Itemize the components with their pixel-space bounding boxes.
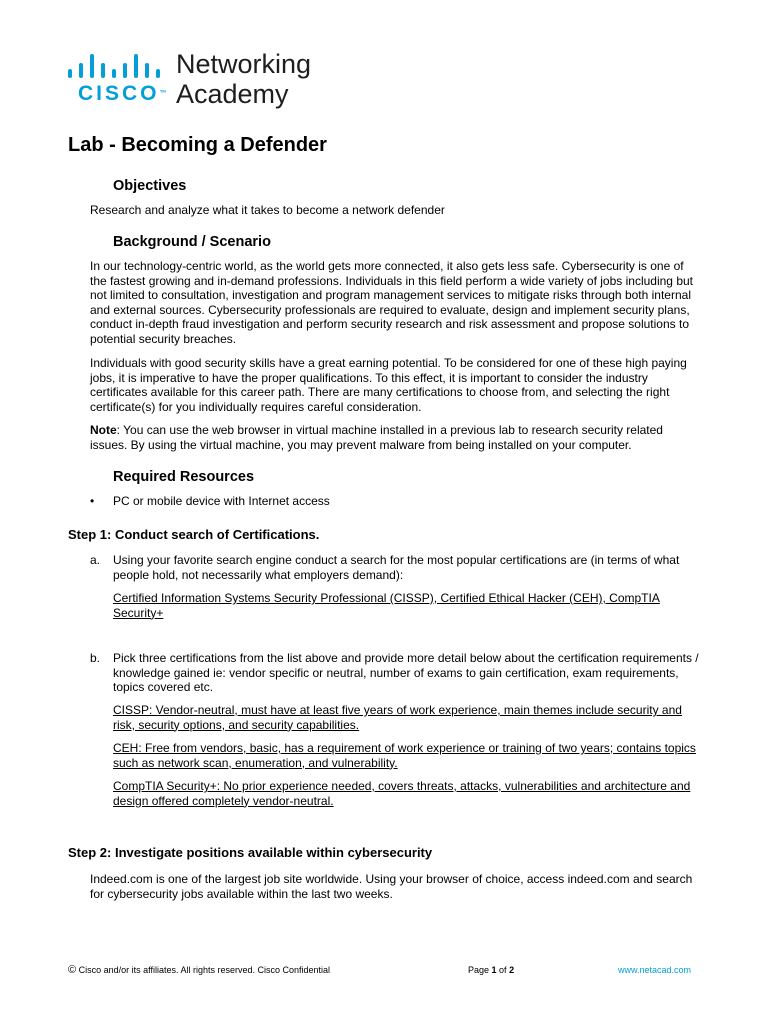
objectives-text: Research and analyze what it takes to become a network defender [90,203,445,217]
resources-item: PC or mobile device with Internet access [113,494,330,508]
step1-a-text: Using your favorite search engine conduct a search for the most popular certifications are (in terms of what people hold, not necessarily what employers demand): [113,553,680,582]
logo-title-networking: Networking [176,49,312,79]
background-note [90,423,702,452]
resources-heading: Required Resources [113,469,255,485]
step1-b-answer-ceh: CEH: Free from vendors, basic, has a requirement of work experience or training of two years; contains topics such as network scan, enumeration, and vulnerability. [113,741,696,770]
page-title: Lab - Becoming a Defender [68,134,327,156]
cisco-networking-academy-logo [68,50,328,112]
step1-b-text: Pick three certifications from the list above and provide more detail below about the certification requirements / knowledge gained ie: vendor specific or neutral, number of exams to gain certification, exam requirements, topics covered etc. [113,651,699,695]
cisco-bars-icon [68,54,166,78]
cisco-wordmark: CISCO™ [78,82,167,105]
step2-text: Indeed.com is one of the largest job site worldwide. Using your browser of choice, access indeed.com and search for cybersecurity jobs available within the last two weeks. [90,872,693,901]
step1-a-answer: Certified Information Systems Security Professional (CISSP), Certified Ethical Hacker (CEH), CompTIA Security+ [113,591,660,620]
step1-b-answer-cissp: CISSP: Vendor-neutral, must have at least five years of work experience, main themes include security and risk, security options, and security capabilities. [113,703,682,732]
logo-title-academy: Academy [176,79,289,109]
footer-page-number: Page 1 of 2 [468,965,515,975]
bullet-marker: • [90,494,95,508]
step1-b-answer-comptia: CompTIA Security+: No prior experience needed, covers threats, attacks, vulnerabilities and architecture and design offered completely vendor-neutral. [113,779,691,808]
background-paragraph-1: In our technology-centric world, as the world gets more connected, it also gets less safe. Cybersecurity is one of the fastest growing and in-demand professions. Individuals in this field perform a wide variety of jobs including but not limited to consultation, investigation and program management services to mitigate risks through both internal and external sources. Cybersecurity professionals are required to evaluate, design and implement security plans, conduct in-depth fraud investigation and perform security research and risk assessment and propose solutions to potential security breaches. [90,259,693,346]
step1-a-marker: a. [90,553,101,567]
objectives-heading: Objectives [113,178,187,194]
footer-website-link[interactable]: www.netacad.com [618,965,692,975]
footer-copyright: © Cisco and/or its affiliates. All rights reserved. Cisco Confidential [68,964,331,976]
note-text: : You can use the web browser in virtual machine installed in a previous lab to research security related issues. By using the virtual machine, you may prevent malware from being installed on your computer. [90,423,663,452]
background-paragraph-2: Individuals with good security skills have a great earning potential. To be considered for one of these high paying jobs, it is imperative to have the proper qualifications. To this effect, it is important to consider the industry certificates available for this career path. There are many certifications to choose from, and selecting the right certificate(s) for you individually requires careful consideration. [90,356,687,414]
background-heading: Background / Scenario [113,234,271,250]
step2-heading: Step 2: Investigate positions available within cybersecurity [68,845,433,860]
step1-b-marker: b. [90,651,101,665]
note-label: Note [90,423,117,437]
step1-heading: Step 1: Conduct search of Certifications. [68,527,320,542]
